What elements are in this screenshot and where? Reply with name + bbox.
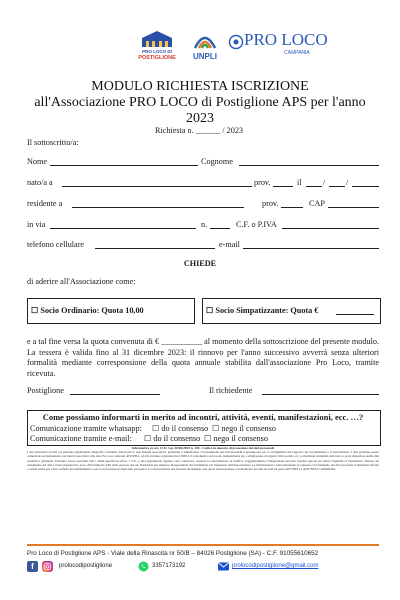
email-consenso-option[interactable]: ☐ do il consenso	[144, 434, 201, 443]
cap-label: CAP	[309, 199, 325, 208]
socio-ordinario-option[interactable]: ☐ Socio Ordinario: Quota 10,00	[31, 306, 144, 315]
chiede-heading: CHIEDE	[183, 259, 217, 268]
quota-simpatizzante-field[interactable]	[336, 314, 374, 315]
nato-a-field[interactable]	[62, 186, 252, 187]
whatsapp-consenso-option[interactable]: ☐ do il consenso	[152, 424, 209, 433]
richiedente-label: Il richiedente	[209, 386, 253, 395]
firma-field[interactable]	[262, 394, 379, 395]
email-comm-label: Comunicazione tramite e-mail:	[30, 434, 132, 443]
birth-day-field[interactable]	[306, 186, 322, 187]
cognome-label: Cognome	[201, 157, 233, 166]
whatsapp-nego-option[interactable]: ☐ nego il consenso	[212, 424, 276, 433]
instagram-icon[interactable]	[42, 561, 53, 572]
whatsapp-label: Comunicazione tramite whatsapp:	[30, 424, 142, 433]
luogo-label: Postiglione	[27, 386, 64, 395]
nato-prov-field[interactable]	[273, 186, 293, 187]
unpli-logo-text: UNPLI	[193, 52, 217, 61]
nome-field[interactable]	[50, 165, 198, 166]
proloco-emblem-icon	[228, 34, 244, 50]
proloco-logo-text: PRO LOCO	[244, 30, 328, 49]
richiesta-number: Richiesta n. ______ / 2023	[155, 126, 244, 135]
aderire-text: di aderire all'Associazione come:	[27, 277, 136, 286]
unpli-mark-icon	[192, 28, 218, 50]
logo-bar	[0, 28, 400, 68]
residente-label: residente a	[27, 199, 63, 208]
cf-piva-label: C.F. o P.IVA	[236, 220, 277, 229]
logo-text-line1: PRO LOCO DI	[142, 49, 172, 54]
facebook-icon[interactable]: f	[27, 561, 38, 572]
cap-field[interactable]	[328, 207, 379, 208]
footer-divider	[27, 544, 379, 546]
civico-label: n.	[201, 220, 208, 229]
building-icon	[140, 30, 174, 48]
date-slash-2: /	[346, 178, 349, 187]
residente-prov-field[interactable]	[281, 207, 303, 208]
telefono-field[interactable]	[95, 248, 215, 249]
telefono-label: telefono cellulare	[27, 240, 85, 249]
whatsapp-icon[interactable]	[138, 561, 149, 572]
socio-simpatizzante-option[interactable]: ☐ Socio Simpatizzante: Quota €	[206, 306, 319, 315]
birth-month-field[interactable]	[329, 186, 345, 187]
email-link[interactable]: prolocodipostiglione@gmail.com	[232, 563, 319, 569]
form-title-line2: all'Associazione PRO LOCO di Postiglione APS per l'anno	[34, 95, 366, 110]
nato-a-label: nato/a a	[27, 178, 53, 187]
via-label: in via	[27, 220, 46, 229]
cf-piva-field[interactable]	[282, 228, 379, 229]
proloco-logo-subtext: CAMPANIA	[284, 50, 310, 56]
civico-field[interactable]	[210, 228, 230, 229]
cognome-field[interactable]	[239, 165, 379, 166]
footer-contacts	[27, 561, 379, 573]
data-nascita-label: il	[297, 178, 302, 187]
residente-prov-label: prov.	[262, 199, 279, 208]
phone-number[interactable]: 3357173192	[152, 563, 186, 569]
nome-label: Nome	[27, 157, 48, 166]
email-label: e-mail	[219, 240, 240, 249]
email-icon[interactable]	[218, 561, 229, 572]
birth-year-field[interactable]	[352, 186, 379, 187]
email-nego-option[interactable]: ☐ nego il consenso	[204, 434, 268, 443]
via-field[interactable]	[50, 228, 196, 229]
data-field[interactable]	[70, 394, 160, 395]
form-title-line3: 2023	[186, 111, 214, 126]
nato-prov-label: prov.	[254, 178, 271, 187]
unpli-logo	[188, 28, 222, 68]
quota-paragraph: e a tal fine versa la quota convenuta di € __________ al momento della sottoscrizione del presente modulo. La tessera è valida fino al 31 dicembre 2023: il rinnovo per l'anno successivo avverrà senza ulteriori formalità mediante corresponsione della quota annuale stabilita dall'associazione Pro Loco, tramite ricevuta.	[27, 337, 379, 378]
privacy-body: I dati personali raccolti col presente questionario anagrafico verranno trattati per le sole finalità associative, gestionali e istituzionali. L'acquisizione dei dati personali è presupposto per lo svolgimento dei rapporti con l'acquisizione e il tesseramento. I dati potranno essere comunicati esclusivamente per motivi associativi alle altre Pro Loco aderenti all'UNPLI, ed alle strutture organizzative UNPLI. Il trattamento sarà svolto manualmente (es. compilazione di registri, libri sociali, ecc.) e mediante strumenti elettronici e potrà riguardare anche dati sensibili e giudiziari. Potranno essere esercitati tutti i diritti specificati all'art. 7 T.U., e alla legislazione vigente, cioè: conoscere, ottenere la cancellazione, la rettifica, l'aggiornamento, l'integrazione dei dati, nonché opporsi per motivi legittimi al trattamento. Titolare del trattamento dei dati è l'Associazione Pro Loco di Postiglione APS nella persona del suo Presidente pro tempore. Responsabile del trattamento è il Segretario dell'Associazione. Le informazioni e l'autorizzazione al consenso al trattamento dei dati personali si intendono riferite e valide anche per i dati conferiti precedentemente e per le sottoscrizioni degli anni successivi. La sottoscrizione del presente documento vale quale autorizzazione al trattamento dei dati raccolti da parte dell'UNPLI e dell'UNPLI CAMPANIA.	[27, 450, 379, 472]
sottoscritto-label: Il sottoscritto/a:	[27, 138, 79, 147]
residente-field[interactable]	[72, 207, 244, 208]
social-handle[interactable]: prolocodipostiglione	[59, 563, 113, 569]
footer-address: Pro Loco di Postiglione APS - Viale della Rinascita nr 50/B – 84026 Postiglione (SA) - C.F. 91055610652	[27, 550, 319, 557]
logo-text-line2: POSTIGLIONE	[138, 55, 176, 61]
proloco-campania-logo	[228, 30, 328, 66]
date-slash-1: /	[323, 178, 326, 187]
privacy-notice	[27, 446, 379, 522]
privacy-heading: Informativa ex art. 13 D. Lgs 30/06/2003 n. 196 - Codice in materia di protezione dei dati personali.	[131, 446, 275, 450]
consenso-question: Come possiamo informarti in merito ad incontri, attività, eventi, manifestazioni, ecc. …?	[42, 412, 364, 422]
form-title-line1: MODULO RICHIESTA ISCRIZIONE	[91, 79, 309, 94]
email-field[interactable]	[243, 248, 379, 249]
proloco-postiglione-logo	[134, 28, 180, 68]
